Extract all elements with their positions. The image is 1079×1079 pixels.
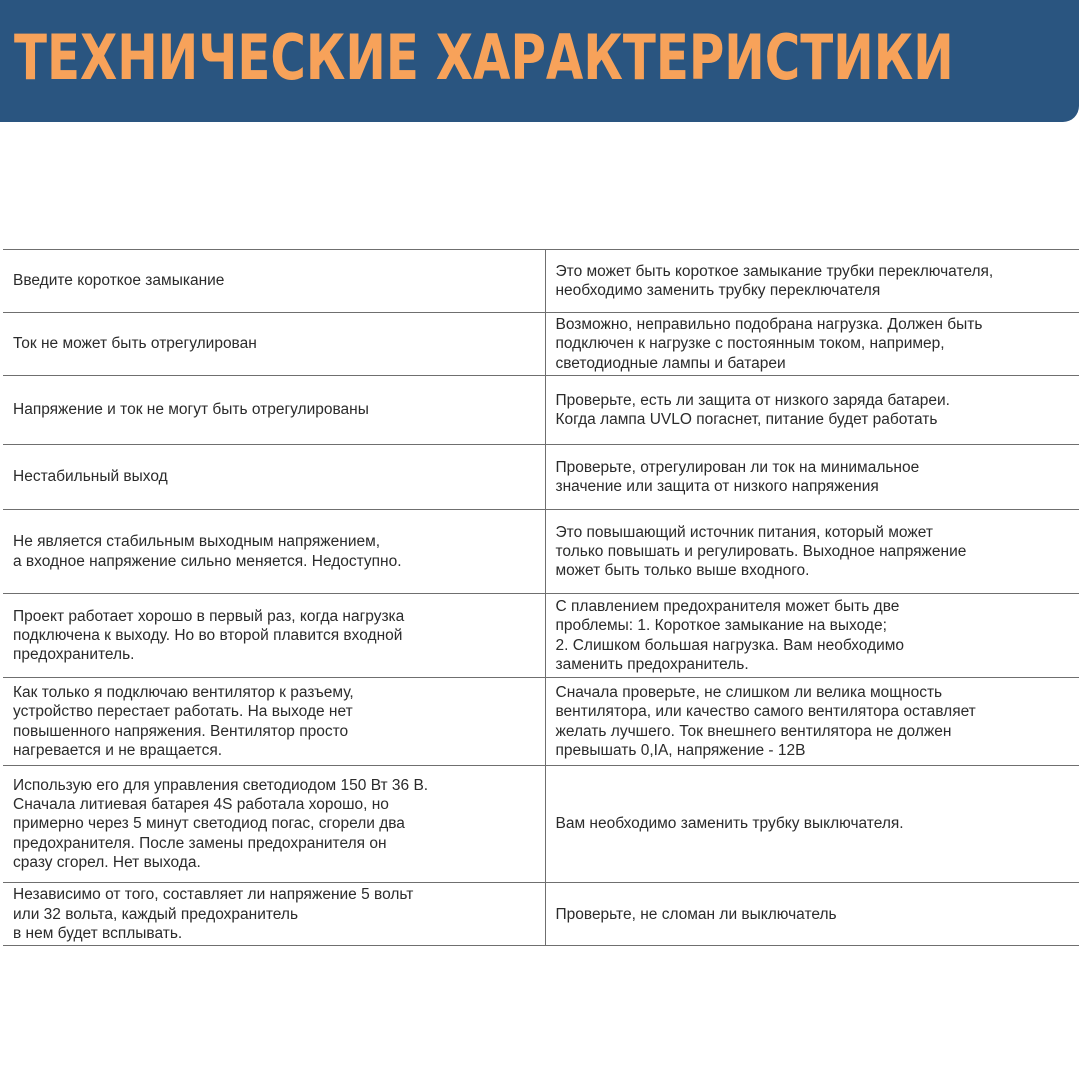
solution-cell: С плавлением предохранителя может быть две проблемы: 1. Короткое замыкание на выходе; 2. Слишком большая нагрузка. Вам необходимо заменить предохранитель. [545, 594, 1079, 678]
table-row [3, 678, 1079, 766]
header-banner [0, 0, 1079, 122]
table-row [3, 313, 1079, 376]
problem-cell: Нестабильный выход [3, 445, 545, 510]
table-row [3, 376, 1079, 445]
problem-cell: Проект работает хорошо в первый раз, когда нагрузка подключена к выходу. Но во второй плавится входной предохранитель. [3, 594, 545, 678]
troubleshooting-table-container [3, 249, 1079, 946]
solution-cell: Сначала проверьте, не слишком ли велика мощность вентилятора, или качество самого вентилятора оставляет желать лучшего. Ток внешнего вентилятора не должен превышать 0,IA, напряжение - 12В [545, 678, 1079, 766]
page-title: ТЕХНИЧЕСКИЕ ХАРАКТЕРИСТИКИ [14, 21, 954, 94]
problem-cell: Введите короткое замыкание [3, 250, 545, 313]
problem-cell: Как только я подключаю вентилятор к разъему, устройство перестает работать. На выходе нет повышенного напряжения. Вентилятор просто нагревается и не вращается. [3, 678, 545, 766]
troubleshooting-table [3, 249, 1079, 946]
table-row [3, 766, 1079, 883]
table-row [3, 883, 1079, 946]
solution-cell: Возможно, неправильно подобрана нагрузка. Должен быть подключен к нагрузке с постоянным током, например, светодиодные лампы и батареи [545, 313, 1079, 376]
problem-cell: Использую его для управления светодиодом 150 Вт 36 В. Сначала литиевая батарея 4S работала хорошо, но примерно через 5 минут светодиод погас, сгорели два предохранителя. После замены предохранителя он сразу сгорел. Нет выхода. [3, 766, 545, 883]
table-row [3, 510, 1079, 594]
solution-cell: Проверьте, есть ли защита от низкого заряда батареи. Когда лампа UVLO погаснет, питание будет работать [545, 376, 1079, 445]
solution-cell: Вам необходимо заменить трубку выключателя. [545, 766, 1079, 883]
solution-cell: Проверьте, не сломан ли выключатель [545, 883, 1079, 946]
table-row [3, 250, 1079, 313]
problem-cell: Независимо от того, составляет ли напряжение 5 вольт или 32 вольта, каждый предохранитель в нем будет всплывать. [3, 883, 545, 946]
problem-cell: Не является стабильным выходным напряжением, а входное напряжение сильно меняется. Недоступно. [3, 510, 545, 594]
table-row [3, 594, 1079, 678]
solution-cell: Это может быть короткое замыкание трубки переключателя, необходимо заменить трубку переключателя [545, 250, 1079, 313]
table-row [3, 445, 1079, 510]
solution-cell: Это повышающий источник питания, который может только повышать и регулировать. Выходное напряжение может быть только выше входного. [545, 510, 1079, 594]
problem-cell: Напряжение и ток не могут быть отрегулированы [3, 376, 545, 445]
problem-cell: Ток не может быть отрегулирован [3, 313, 545, 376]
solution-cell: Проверьте, отрегулирован ли ток на минимальное значение или защита от низкого напряжения [545, 445, 1079, 510]
